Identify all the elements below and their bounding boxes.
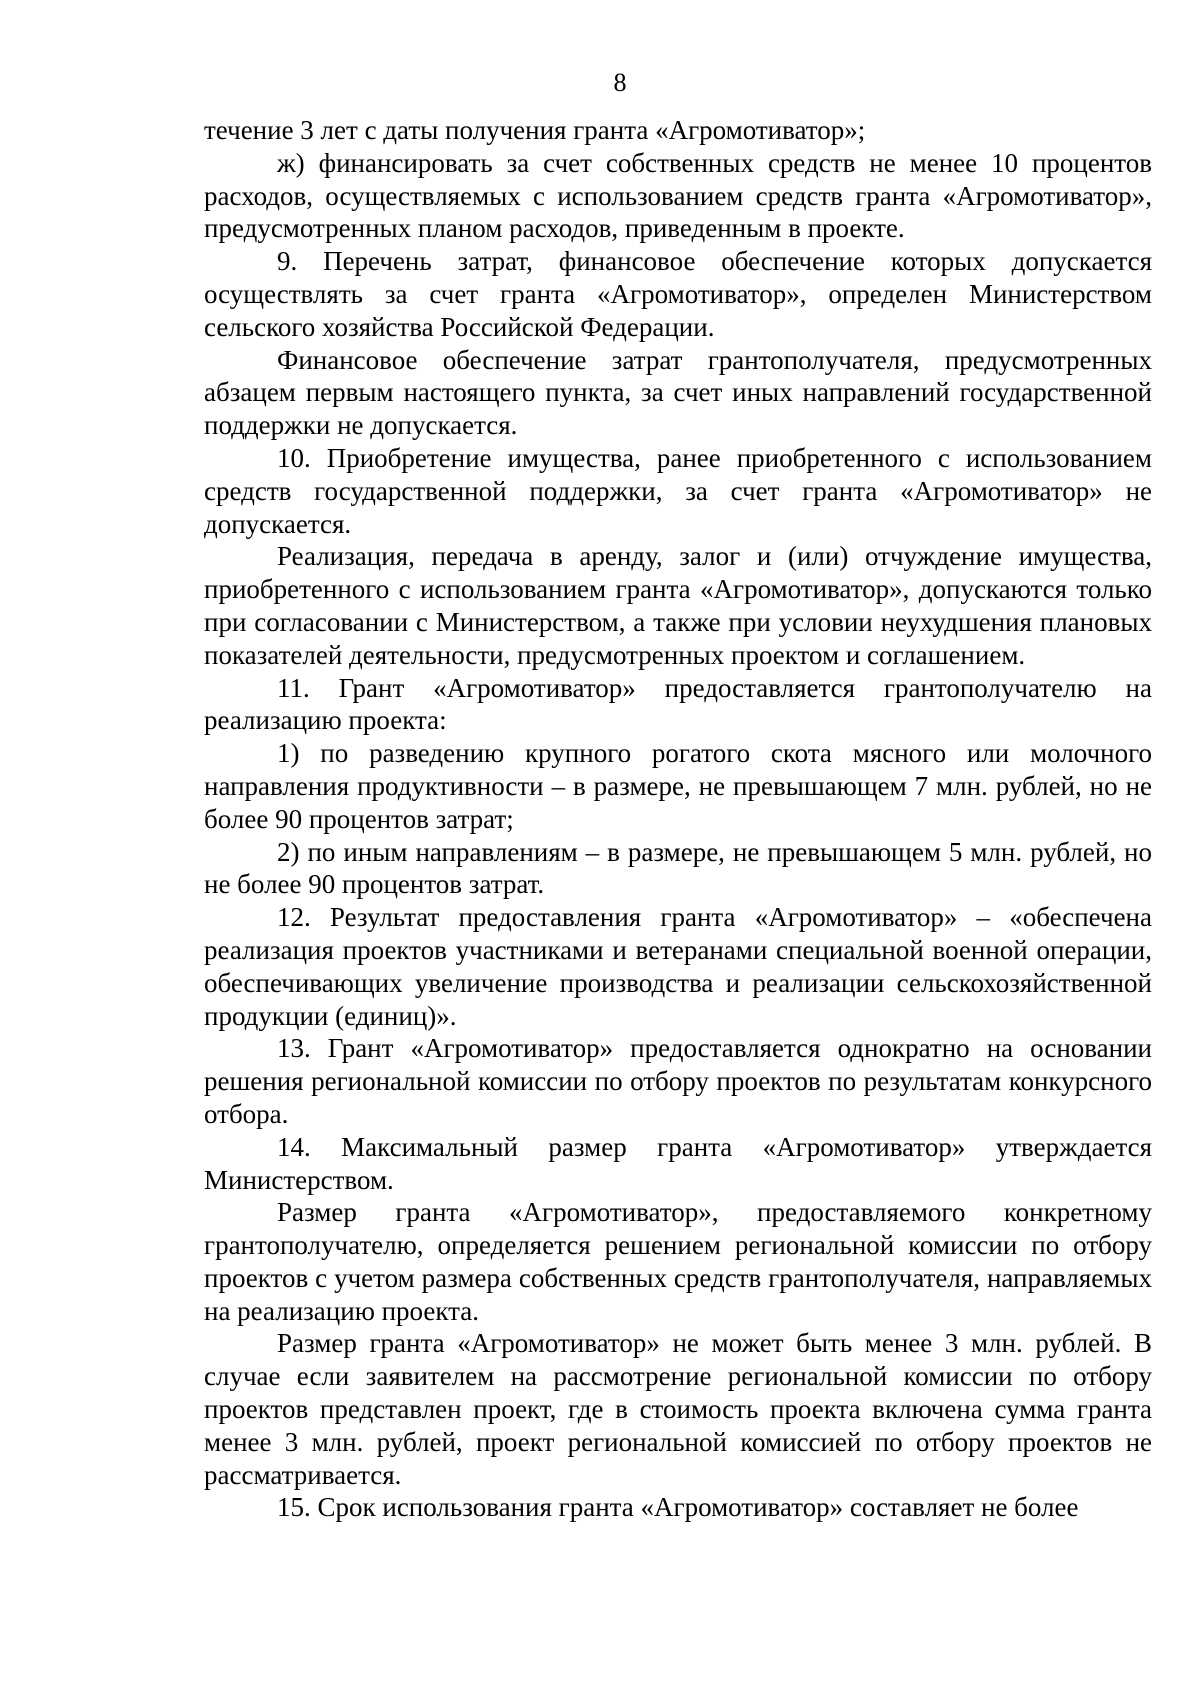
document-body (204, 114, 1152, 1524)
paragraph-clause-11-item-2: 2) по иным направлениям – в размере, не превышающем 5 млн. рублей, но не более 90 процентов затрат. (204, 836, 1152, 900)
paragraph-clause-12: 12. Результат предоставления гранта «Агромотиватор» – «обеспечена реализация проектов участниками и ветеранами специальной военной операции, обеспечивающих увеличение производства и реализации сельскохозяйственной продукции (единиц)». (204, 902, 1152, 1031)
paragraph-subitem-zh: ж) финансировать за счет собственных средств не менее 10 процентов расходов, осуществляемых с использованием средств гранта «Агромотиватор», предусмотренных планом расходов, приведенным в проекте. (204, 147, 1152, 244)
paragraph-continuation: течение 3 лет с даты получения гранта «Агромотиватор»; (204, 115, 866, 145)
paragraph-clause-14-abs-3: Размер гранта «Агромотиватор» не может быть менее 3 млн. рублей. В случае если заявителем на рассмотрение региональной комиссии по отбору проектов представлен проект, где в стоимость проекта включена сумма гранта менее 3 млн. рублей, проект региональной комиссией по отбору проектов не рассматривается. (204, 1328, 1152, 1490)
paragraph-clause-11-item-1: 1) по разведению крупного рогатого скота мясного или молочного направления продуктивности – в размере, не превышающем 7 млн. рублей, но не более 90 процентов затрат; (204, 738, 1152, 834)
paragraph-clause-9-abs-2: Финансовое обеспечение затрат грантополучателя, предусмотренных абзацем первым настоящего пункта, за счет иных направлений государственной поддержки не допускается. (204, 344, 1152, 441)
paragraph-clause-11: 11. Грант «Агромотиватор» предоставляется грантополучателю на реализацию проекта: (204, 672, 1152, 736)
paragraph-clause-10: 10. Приобретение имущества, ранее приобретенного с использованием средств государственной поддержки, за счет гранта «Агромотиватор» не допускается. (204, 442, 1152, 539)
paragraph-clause-9: 9. Перечень затрат, финансовое обеспечение которых допускается осуществлять за счет гранта «Агромотиватор», определен Министерством сельского хозяйства Российской Федерации. (204, 246, 1152, 342)
paragraph-clause-13: 13. Грант «Агромотиватор» предоставляется однократно на основании решения региональной комиссии по отбору проектов по результатам конкурсного отбора. (204, 1033, 1152, 1129)
paragraph-clause-14: 14. Максимальный размер гранта «Агромотиватор» утверждается Министерством. (204, 1131, 1152, 1195)
page-number: 8 (613, 68, 627, 97)
paragraph-clause-10-abs-2: Реализация, передача в аренду, залог и (или) отчуждение имущества, приобретенного с использованием гранта «Агромотиватор», допускаются только при согласовании с Министерством, а также при условии неухудшения плановых показателей деятельности, предусмотренных проектом и соглашением. (204, 541, 1152, 670)
paragraph-clause-15: 15. Срок использования гранта «Агромотиватор» составляет не более (277, 1492, 1079, 1523)
paragraph-clause-14-abs-2: Размер гранта «Агромотиватор», предоставляемого конкретному грантополучателю, определяется решением региональной комиссии по отбору проектов с учетом размера собственных средств грантополучателя, направляемых на реализацию проекта. (204, 1197, 1152, 1326)
